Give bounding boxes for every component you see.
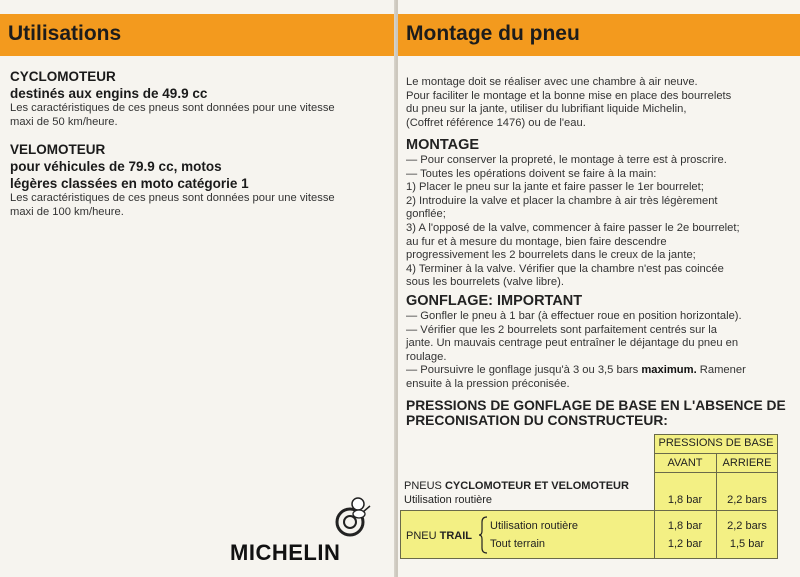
montage-line: gonflée; [406, 208, 446, 221]
intro-block [406, 76, 796, 130]
table-line [400, 510, 401, 559]
velo-heading-2: pour véhicules de 79.9 cc, motos [10, 159, 222, 174]
pressure-table [398, 434, 800, 577]
gonflage-last-bold: maximum. [641, 364, 697, 377]
gonflage-line: — Vérifier que les 2 bourrelets sont parfaitement centrés sur la [406, 323, 717, 336]
row2-bold: TRAIL [439, 530, 473, 542]
gonflage-line: ensuite à la pression préconisée. [406, 377, 570, 390]
cyclo-text-1: Les caractéristiques de ces pneus sont données pour une vitesse [10, 102, 335, 114]
velo-heading-1: VELOMOTEUR [10, 142, 106, 157]
right-page [398, 0, 800, 577]
row2-rear2: 1,5 bar [729, 538, 765, 550]
intro-line: du pneu sur la jante, utiliser du lubrifiant liquide Michelin, [406, 103, 687, 116]
left-title: Utilisations [8, 22, 122, 45]
montage-line: — Toutes les opérations doivent se faire à la main: [406, 167, 657, 180]
cyclo-heading-1: CYCLOMOTEUR [10, 69, 116, 84]
montage-line: 4) Terminer à la valve. Vérifier que la chambre n'est pas coincée [406, 262, 724, 275]
intro-line: Le montage doit se réaliser avec une chambre à air neuve. [406, 76, 698, 88]
row1-label [404, 480, 629, 492]
table-line [654, 434, 778, 435]
pressions-heading-1: PRESSIONS DE GONFLAGE DE BASE EN L'ABSENCE DE [406, 398, 786, 413]
row1-rear: 2,2 bars [727, 494, 767, 506]
row2-label [406, 530, 472, 542]
montage-heading: MONTAGE [406, 137, 480, 153]
intro-line: Pour faciliter le montage et la bonne mise en place des bourrelets [406, 89, 732, 102]
row2-use1: Utilisation routière [490, 520, 579, 532]
gonflage-line: jante. Un mauvais centrage peut entraîner le déjantage du pneu en [406, 337, 739, 350]
row2-use2: Tout terrain [490, 538, 546, 550]
gonflage-section [406, 292, 798, 392]
montage-line: — Pour conserver la propreté, le montage à terre est à proscrire. [406, 154, 727, 166]
bibendum-icon [328, 494, 374, 538]
pressions-heading-2: PRECONISATION DU CONSTRUCTEUR: [406, 413, 668, 428]
right-title-band [398, 14, 800, 56]
montage-line: sous les bourrelets (valve libre). [406, 276, 564, 289]
montage-section [406, 136, 798, 290]
cyclo-heading-2: destinés aux engins de 49.9 cc [10, 86, 208, 101]
table-line [400, 558, 778, 559]
velo-heading-3: légères classées en moto catégorie 1 [10, 176, 249, 191]
row2-prefix: PNEU [406, 530, 440, 542]
michelin-logo: MICHELIN [230, 540, 341, 565]
montage-line: au fur et à mesure du montage, bien faire descendre [406, 235, 667, 248]
gonflage-last-pre: — Poursuivre le gonflage jusqu'à 3 ou 3,5 bars [406, 364, 642, 377]
gonflage-last-post: Ramener [696, 364, 746, 377]
cyclomoteur-section [10, 68, 390, 129]
right-title: Montage du pneu [406, 22, 580, 45]
intro-line: (Coffret référence 1476) ou de l'eau. [406, 116, 586, 129]
gonflage-heading: GONFLAGE: IMPORTANT [406, 293, 583, 309]
velomoteur-section [10, 141, 390, 219]
montage-line: progressivement les 2 bourrelets dans le creux de la jante; [406, 249, 696, 262]
row1-sub: Utilisation routière [404, 494, 493, 506]
cyclo-text-2: maxi de 50 km/heure. [10, 115, 118, 128]
left-page [0, 0, 396, 577]
table-line [400, 510, 778, 511]
montage-line: 3) A l'opposé de la valve, commencer à faire passer le 2e bourrelet; [406, 221, 740, 234]
row2-rear1: 2,2 bars [727, 520, 767, 532]
gonflage-line: roulage. [406, 350, 447, 363]
header-group: PRESSIONS DE BASE [658, 437, 774, 449]
velo-text-2: maxi de 100 km/heure. [10, 205, 124, 218]
header-rear: ARRIERE [722, 457, 772, 469]
brace-icon [478, 516, 488, 554]
row1-front: 1,8 bar [667, 494, 703, 506]
montage-line: 2) Introduire la valve et placer la chambre à air très légèrement [406, 194, 718, 207]
velo-text-1: Les caractéristiques de ces pneus sont données pour une vitesse [10, 192, 335, 204]
montage-line: 1) Placer le pneu sur la jante et faire passer le 1er bourrelet; [406, 181, 704, 194]
row2-front2: 1,2 bar [667, 538, 703, 550]
left-title-band [0, 14, 396, 56]
gonflage-line-maximum [406, 364, 798, 378]
pressions-heading-block [406, 398, 798, 428]
row1-bold: CYCLOMOTEUR ET VELOMOTEUR [444, 480, 629, 492]
gonflage-line: — Gonfler le pneu à 1 bar (à effectuer roue en position horizontale). [406, 310, 742, 322]
row1-prefix: PNEUS [404, 480, 445, 492]
header-front: AVANT [667, 457, 703, 469]
row2-front1: 1,8 bar [667, 520, 703, 532]
